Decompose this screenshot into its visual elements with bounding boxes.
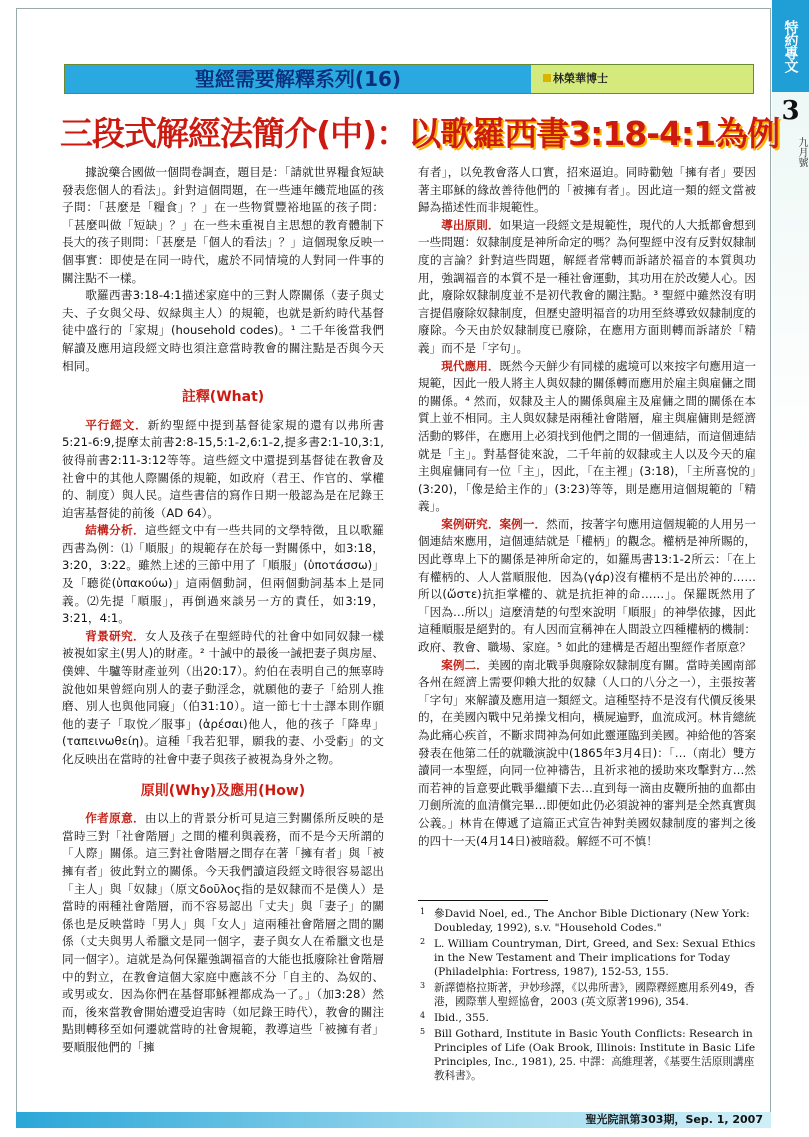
- side-tab-label: 特約專文: [772, 0, 809, 92]
- paragraph-lead: 案例二．: [441, 657, 488, 672]
- footnote: [418, 907, 756, 935]
- footnote-number: 1: [420, 907, 426, 916]
- paragraph: [62, 628, 384, 769]
- paragraph: [62, 810, 384, 1056]
- footnote-number: 4: [420, 1011, 426, 1020]
- paragraph-lead: 結構分析．: [85, 523, 146, 538]
- footer-bar: [16, 1112, 771, 1128]
- paragraph-lead: 導出原則．: [441, 217, 500, 232]
- paragraph: [62, 522, 384, 628]
- paragraph-lead: 現代應用．: [441, 358, 500, 373]
- footnote: [418, 1027, 756, 1083]
- left-column: [62, 164, 384, 1057]
- paragraph: [418, 657, 756, 851]
- footnote: [418, 1011, 756, 1025]
- footnote-text: Ibid., 355.: [434, 1012, 489, 1024]
- headline-part1: 三段式解經法簡介(中)：: [60, 114, 409, 153]
- footnote-text: 新譯德格拉斯著，尹妙珍譯，《以弗所書》，國際釋經應用系列49，香港，國際華人聖經協會，2003 (英文原著1996), 354.: [434, 982, 755, 1008]
- footnote-number: 5: [420, 1027, 426, 1036]
- paragraph: 歌羅西書3:18-4:1描述家庭中的三對人際關係（妻子與丈夫、子女與父母、奴緑與主人）的規範，也就是新約時代基督徒中盛行的「家規」(household codes)。¹ 二千年後當我們解讀及應用這段經文時也須注意當時教會的關注點是否與今天相同。: [62, 288, 384, 373]
- month-label: 九月號: [796, 137, 807, 167]
- paragraph-body: 這些經文中有一些共同的文學特徵，且以歌羅西書為例：⑴「順服」的規範存在於每一對關係中，如3:18，3:20，3:22。雖然上述的三節中用了「順服」(ὑποτάσσω)」及「聽從(ὑπακούω)」這兩個動詞，但兩個動詞基本上是同義。⑵先提「順服」，再倒過來談另一方的責任，如3:19，3:21，4:1。: [62, 523, 384, 626]
- footnote-divider: [418, 900, 548, 901]
- footnote-number: 2: [420, 937, 426, 946]
- paragraph-body: 如果這一段經文是規範性，現代的人大抵都會想到一些問題：奴隸制度是神所命定的嗎？為何聖經中沒有反對奴隸制度的言論？針對這些問題，解經者常轉而訴諸於福音的本質與功用，強調福音的本質不是一種社會運動，其功用在於改變人心。因此，廢除奴隸制度並不是初代教會的關注點。³ 聖經中雖然沒有明言提倡廢除奴隸制度，但歷史證明福音的功用至終導致奴隸制度的廢除。今天由於奴隸制度已廢除，在應用方面則轉而訴諸於「精義」而不是「字句」。: [418, 217, 756, 355]
- headline-part2: 以歌羅西書3:18-4:1為例: [408, 114, 780, 153]
- author-label: [543, 65, 608, 93]
- paragraph: 據說藥合國做一個問卷調查，題目是：「請就世界糧食短缺發表您個人的看法」。針對這個問題，在一些連年饑荒地區的孩子問：「甚麼是「糧食」？」在一些物質豐裕地區的孩子問：「甚麼叫做「短缺」？」在一些未重視自主思想的教育體制下長大的孩子則問：「甚麼是「個人的看法」？」這個現象反映一個事實：即使是在同一時代，處於不同情境的人對同一件事的關注點不一樣。: [62, 165, 384, 285]
- paragraph-body: 然而，按著字句應用這個規範的人用另一個連結來應用，這個連結就是「權柄」的觀念。權柄是神所賜的，因此尊卑上下的關係是神所命定的，如羅馬書13:1-2所云：「在上有權柄的、人人當順服他．因為(γάρ)沒有權柄不是出於神的……所以(ὥστε)抗拒掌權的、就是抗拒神的命……」。保羅既然用了「因為…所以」這麼清楚的句型來說明「順服」的神學依據，因此這種順服是絕對的。有人因而宣稱神在人間設立四種權柄的機制：政府、教會、職場、家庭。⁵ 如此的建構是否超出聖經作者原意？: [418, 516, 756, 655]
- paragraph: [62, 417, 384, 523]
- paragraph-body: 美國的南北戰爭與廢除奴隸制度有關。當時美國南部各州在經濟上需要仰賴大批的奴隸（人口的八分之一），主張按著「字句」來解讀及應用這一類經文。這種堅持不是沒有代價反後果的，在美國內戰中兄弟操戈相向，橫屍遍野，血流成河。林肯總統為此痛心疾首，不斷求問神為何如此靈運臨到美國。神給他的答案發表在他第二任的就職演說中(1865年3月4日)：「…（南北）雙方讀同一本聖經，向同一位神禱告，且祈求祂的援助來攻擊對方…然而若神的旨意要此戰爭繼續下去…直到每一滴由皮鞭所抽的血都由刀劍所流的血清償完畢…即便如此仍必須說神的審判是全然真實與公義。」林肯在傳遞了這篇正式宣告神對美國奴隸制度的審判之後的四十一天(4月14日)被暗殺。解經不可不慎！: [418, 657, 756, 848]
- article-headline: [60, 110, 780, 158]
- footnotes: [418, 900, 756, 1085]
- series-title: 聖經需要解釋系列(16): [65, 65, 531, 93]
- right-column: [418, 164, 756, 850]
- footnote-text: Bill Gothard, Institute in Basic Youth Conflicts: Research in Principles of Life (Oak Brook, Illinois: Institute in Basic Life Principles, Inc., 1981), 25. 中譯：高維理著，《基要生活原則講座教科書》。: [434, 1028, 756, 1082]
- paragraph: [418, 358, 756, 516]
- paragraph: [418, 516, 756, 657]
- paragraph-body: 由以上的背景分析可見這三對關係所反映的是當時三對「社會階層」之間的權利與義務，而不是今天所謂的「人際」關係。這三對社會階層之間存在著「擁有者」與「被擁有者」彼此對立的關係。今天我們讀這段經文時很容易認出「主人」與「奴隸」（原文δοῦλος指的是奴隸而不是僕人）是當時的兩種社會階層，而不容易認出「丈夫」與「妻子」的關係也是反映當時「男人」與「女人」這兩種社會階層之間的關係（丈夫與男人希臘文是同一個字，妻子與女人在希臘文也是同一個字）。這就是為何保羅強調福音的大能也抵廢除社會階層中的對立，在教會這個大家庭中應該不分「自主的、為奴的、或男或女．因為你們在基督耶穌裡都成為一了。」（加3:28）然而，後來當教會開始遭受迫害時（如尼錄王時代），教會的關注點則轉移至如何遷就當時的社會規範，教導這些「被擁有者」要順服他們的「擁: [62, 811, 384, 1054]
- footnote-text: L. William Countryman, Dirt, Greed, and Sex: Sexual Ethics in the New Testament and Their implications for Today (Philadelphia: Fortress, 1987), 152-53, 155.: [434, 938, 756, 978]
- paragraph-lead: 案例研究．案例一．: [441, 516, 547, 531]
- section-heading-what: 註釋(What): [181, 389, 265, 406]
- footnote-text: 參David Noel, ed., The Anchor Bible Dictionary (New York: Doubleday, 1992), s.v. "Household Codes.": [434, 908, 750, 934]
- paragraph: 有者」，以免教會落人口實，招來逼迫。同時勸勉「擁有者」要因著主耶穌的緣故善待他們的「被擁有者」。因此這一類的經文當被歸為描述性而非規範性。: [418, 165, 756, 215]
- page-number: 3: [781, 96, 800, 126]
- paragraph-lead: 背景研究．: [85, 628, 146, 643]
- paragraph-body: 新約聖經中提到基督徒家規的還有以弗所書5:21-6:9,提摩太前書2:8-15,5:1-2,6:1-2,提多書2:1-10,3:1,彼得前書2:11-3:12等等。這些經文中還提到基督徒在教會及社會中的其他人際關係的規範，如政府（君王、作官的、掌權的、制度）與人民。這些書信的寫作日期一般認為是在尼錄王迫害基督徒的前後（AD 64）。: [62, 417, 384, 520]
- footnote: [418, 937, 756, 979]
- series-banner: [64, 64, 754, 94]
- footnote: [418, 981, 756, 1009]
- paragraph-lead: 平行經文．: [85, 417, 148, 432]
- paragraph-lead: 作者原意．: [85, 811, 146, 826]
- bullet-square-icon: [543, 74, 551, 82]
- paragraph-body: 既然今天鮮少有同樣的處境可以來按字句應用這一規範，因此一般人將主人與奴隸的關係轉而應用於雇主與雇傭之間的關係。⁴ 然而，奴隸及主人的關係與雇主及雇傭之間的關係在本質上並不相同。主人與奴隸是兩種社會階層，雇主與雇傭則是經濟活動的夥伴，在應用上必須找到他們之間的一個連結，而這個連結就是「主」。對基督徒來說，二千年前的奴隸或主人以及今天的雇主與雇傭同有一位「主」，因此，「在主裡」(3:18)，「主所喜悅的」(3:20)，「像是給主作的」(3:23)等等，則是應用這個規範的「精義」。: [418, 358, 756, 514]
- paragraph: [418, 217, 756, 358]
- section-heading-why-how: 原則(Why)及應用(How): [140, 782, 306, 799]
- paragraph-body: 女人及孩子在聖經時代的社會中如同奴隸一樣被視如家主(男人)的財產。² 十誡中的最後一誡把妻子與房屋、僕婢、牛驢等財產並列（出20:17）。約伯在表明自己的無辜時說他如果曾經向別人的妻子動淫念，就願他的妻子「給別人推磨、別人也與他同寢」（伯31:10）。這一節七十士譯本則作願他的妻子「取悅／服事」(ἀρέσαι)他人，他的孩子「降卑」(ταπεινωθείη)。這種「我若犯罪，願我的妻、小受虧」的文化反映出在當時的社會中妻子與孩子被視為身外之物。: [62, 628, 384, 766]
- footnote-number: 3: [420, 981, 426, 990]
- author-name: 林榮華博士: [553, 72, 608, 85]
- footer-issue-label: 聖光院訊第303期，Sep. 1, 2007: [585, 1113, 763, 1126]
